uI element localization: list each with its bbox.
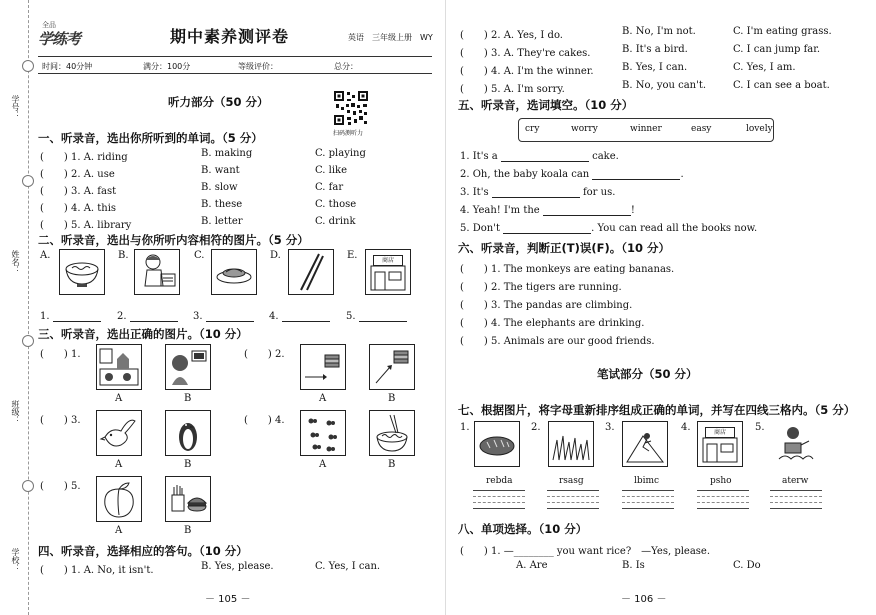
s5-item-3: 3. It's for us. xyxy=(460,187,616,198)
section-5-title: 五、听录音，选词填空。（10 分） xyxy=(458,98,634,112)
word-bank-cry: cry xyxy=(525,124,540,134)
s6-row-1: ( ) 1. The monkeys are eating bananas. xyxy=(460,264,675,275)
s8-q1-a: A. Are xyxy=(516,560,548,571)
chopsticks-picture xyxy=(288,249,334,295)
margin-label-class: 班级： xyxy=(11,400,20,424)
s1-row-2-c: C. like xyxy=(315,165,348,176)
s3-q1-label-a: A xyxy=(115,393,123,404)
listening-title: 听力部分（50 分） xyxy=(168,95,269,109)
s4-row-3-c: C. I can jump far. xyxy=(733,44,821,55)
s7-writing-lines-1[interactable] xyxy=(473,490,525,509)
level-label: 等级评价： xyxy=(238,62,278,71)
s7-word-1: rebda xyxy=(486,476,513,486)
pancake-plate-picture xyxy=(211,249,257,295)
page-number-left: － 105 － xyxy=(205,594,251,605)
s3-q1: ( ) 1. xyxy=(40,349,81,360)
subject-label: 英语 三年级上册 WY xyxy=(348,33,433,42)
classroom-tv-picture xyxy=(165,344,211,390)
s4-row-1-b: B. Yes, please. xyxy=(201,561,274,572)
binding-hole xyxy=(22,175,34,187)
s5-blank-3[interactable] xyxy=(492,197,580,198)
s1-row-1-c: C. playing xyxy=(315,148,366,159)
girl-writing-letter-picture xyxy=(134,249,180,295)
s1-row-1: ( ) 1. A. riding xyxy=(40,152,128,163)
s5-blank-1[interactable] xyxy=(501,161,589,162)
page-divider xyxy=(445,0,446,615)
s7-word-5: aterw xyxy=(782,476,809,486)
s3-q3-label-a: A xyxy=(115,459,123,470)
s7-word-2: rsasg xyxy=(559,476,584,486)
s2-letter-d: D. xyxy=(270,250,281,261)
word-bank xyxy=(518,118,774,142)
time-label: 时间：40分钟 xyxy=(42,62,93,71)
noodle-bowl-picture xyxy=(59,249,105,295)
climbing-picture xyxy=(622,421,668,467)
s1-row-2: ( ) 2. A. use xyxy=(40,169,115,180)
s3-q2: ( ) 2. xyxy=(244,349,285,360)
s2-blank-3[interactable]: 3. xyxy=(193,311,254,322)
margin-label-school: 学校： xyxy=(11,548,20,572)
score-label: 满分：100分 xyxy=(143,62,191,71)
qr-code[interactable] xyxy=(333,90,369,126)
s8-q1: ( ) 1. —________ you want rice? —Yes, please. xyxy=(460,546,711,557)
header-rule xyxy=(38,73,432,74)
s6-row-3: ( ) 3. The pandas are climbing. xyxy=(460,300,633,311)
burger-fries-picture xyxy=(165,476,211,522)
s4-row-4-b: B. Yes, I can. xyxy=(622,62,688,73)
s1-row-3: ( ) 3. A. fast xyxy=(40,186,117,197)
binding-line xyxy=(28,0,29,615)
grass-picture xyxy=(548,421,594,467)
s4-row-5-b: B. No, you can't. xyxy=(622,80,707,91)
bread-picture xyxy=(474,421,520,467)
s1-row-4-c: C. those xyxy=(315,199,357,210)
total-label: 总分： xyxy=(334,62,358,71)
s7-word-3: lbimc xyxy=(634,476,660,486)
books-arrow-right-picture xyxy=(300,344,346,390)
section-7-title: 七、根据图片，将字母重新排序组成正确的单词，并写在四线三格内。（5 分） xyxy=(458,403,856,417)
s4-row-3: ( ) 3. A. They're cakes. xyxy=(460,48,591,59)
s4-row-5: ( ) 5. A. I'm sorry. xyxy=(460,84,565,95)
header-rule xyxy=(38,56,432,57)
s1-row-3-b: B. slow xyxy=(201,182,238,193)
s7-num-5: 5. xyxy=(755,422,765,433)
bird-picture xyxy=(96,410,142,456)
s7-writing-lines-3[interactable] xyxy=(622,490,674,509)
s3-q4: ( ) 4. xyxy=(244,415,285,426)
s3-q4-label-a: A xyxy=(319,459,327,470)
word-bank-worry: worry xyxy=(571,124,598,134)
s3-q3-label-b: B xyxy=(184,459,192,470)
section-1-title: 一、听录音，选出你所听到的单词。（5 分） xyxy=(38,131,263,145)
s1-row-4: ( ) 4. A. this xyxy=(40,203,117,214)
page-number-right: － 106 － xyxy=(621,594,667,605)
s1-row-4-b: B. these xyxy=(201,199,243,210)
qr-caption: 扫码测听力 xyxy=(333,130,364,137)
s4-row-4: ( ) 4. A. I'm the winner. xyxy=(460,66,594,77)
margin-label-name: 姓名： xyxy=(11,250,20,274)
s4-row-3-b: B. It's a bird. xyxy=(622,44,688,55)
s4-row-1-c: C. Yes, I can. xyxy=(315,561,381,572)
page-title: 期中素养测评卷 xyxy=(170,27,290,46)
s2-blank-4[interactable]: 4. xyxy=(269,311,330,322)
peach-picture xyxy=(96,476,142,522)
binding-hole xyxy=(22,335,34,347)
brand-logo: 全品 学练考 xyxy=(38,21,81,48)
binding-hole xyxy=(22,480,34,492)
s3-q1-label-b: B xyxy=(184,393,192,404)
s3-q4-label-b: B xyxy=(388,459,396,470)
s5-item-2: 2. Oh, the baby koala can . xyxy=(460,169,684,180)
s6-row-5: ( ) 5. Animals are our good friends. xyxy=(460,336,655,347)
word-bank-easy: easy xyxy=(691,124,712,134)
s5-item-5: 5. Don't . You can read all the books now. xyxy=(460,223,758,234)
s4-row-1: ( ) 1. A. No, it isn't. xyxy=(40,565,154,576)
s3-q2-label-a: A xyxy=(319,393,327,404)
section-4-title: 四、听录音，选择相应的答句。（10 分） xyxy=(38,544,248,558)
s8-q1-c: C. Do xyxy=(733,560,761,571)
s7-writing-lines-5[interactable] xyxy=(770,490,822,509)
s7-writing-lines-2[interactable] xyxy=(547,490,599,509)
s2-blank-5[interactable]: 5. xyxy=(346,311,407,322)
s2-letter-c: C. xyxy=(194,250,205,261)
s5-item-1: 1. It's a cake. xyxy=(460,151,619,162)
s3-q5-label-b: B xyxy=(184,525,192,536)
s7-word-4: psho xyxy=(710,476,732,486)
s4-row-2: ( ) 2. A. Yes, I do. xyxy=(460,30,563,41)
s6-row-4: ( ) 4. The elephants are drinking. xyxy=(460,318,645,329)
s2-blank-2[interactable]: 2. xyxy=(117,311,178,322)
binding-hole xyxy=(22,60,34,72)
s2-letter-e: E. xyxy=(347,250,358,261)
shop-picture-2: 商店 xyxy=(697,421,743,467)
s4-row-5-c: C. I can see a boat. xyxy=(733,80,830,91)
section-2-title: 二、听录音，选出与你所听内容相符的图片。（5 分） xyxy=(38,233,309,247)
s7-num-3: 3. xyxy=(605,422,615,433)
section-3-title: 三、听录音，选出正确的图片。（10 分） xyxy=(38,327,248,341)
section-6-title: 六、听录音，判断正(T)误(F)。（10 分） xyxy=(458,241,670,255)
watering-picture xyxy=(771,421,815,465)
written-title: 笔试部分（50 分） xyxy=(597,367,698,381)
books-arrow-up-picture xyxy=(369,344,415,390)
s2-letter-a: A. xyxy=(40,250,51,261)
word-bank-winner: winner xyxy=(630,124,662,134)
penguin-picture xyxy=(165,410,211,456)
margin-label-id: 学号： xyxy=(11,95,20,119)
s8-q1-b: B. Is xyxy=(622,560,645,571)
noodles-picture xyxy=(369,410,415,456)
s1-row-3-c: C. far xyxy=(315,182,344,193)
s4-row-2-b: B. No, I'm not. xyxy=(622,26,696,37)
s1-row-5: ( ) 5. A. library xyxy=(40,220,132,231)
kitchen-picture xyxy=(96,344,142,390)
s4-row-2-c: C. I'm eating grass. xyxy=(733,26,832,37)
s2-letter-b: B. xyxy=(118,250,129,261)
s3-q3: ( ) 3. xyxy=(40,415,81,426)
s1-row-2-b: B. want xyxy=(201,165,240,176)
s3-q5-label-a: A xyxy=(115,525,123,536)
s1-row-5-b: B. letter xyxy=(201,216,243,227)
s5-blank-5[interactable] xyxy=(503,233,591,234)
word-bank-lovely: lovely xyxy=(746,124,773,134)
s1-row-1-b: B. making xyxy=(201,148,253,159)
s3-q5: ( ) 5. xyxy=(40,481,81,492)
s7-num-1: 1. xyxy=(460,422,470,433)
s5-item-4: 4. Yeah! I'm the ! xyxy=(460,205,635,216)
s7-writing-lines-4[interactable] xyxy=(697,490,749,509)
s7-num-2: 2. xyxy=(531,422,541,433)
ants-picture xyxy=(300,410,346,456)
s5-blank-2[interactable] xyxy=(592,179,680,180)
shop-picture: 商店 xyxy=(365,249,411,295)
s3-q2-label-b: B xyxy=(388,393,396,404)
section-8-title: 八、单项选择。（10 分） xyxy=(458,522,588,536)
s7-num-4: 4. xyxy=(681,422,691,433)
s6-row-2: ( ) 2. The tigers are running. xyxy=(460,282,622,293)
s5-blank-4[interactable] xyxy=(543,215,631,216)
s4-row-4-c: C. Yes, I am. xyxy=(733,62,796,73)
s1-row-5-c: C. drink xyxy=(315,216,356,227)
s2-blank-1[interactable]: 1. xyxy=(40,311,101,322)
